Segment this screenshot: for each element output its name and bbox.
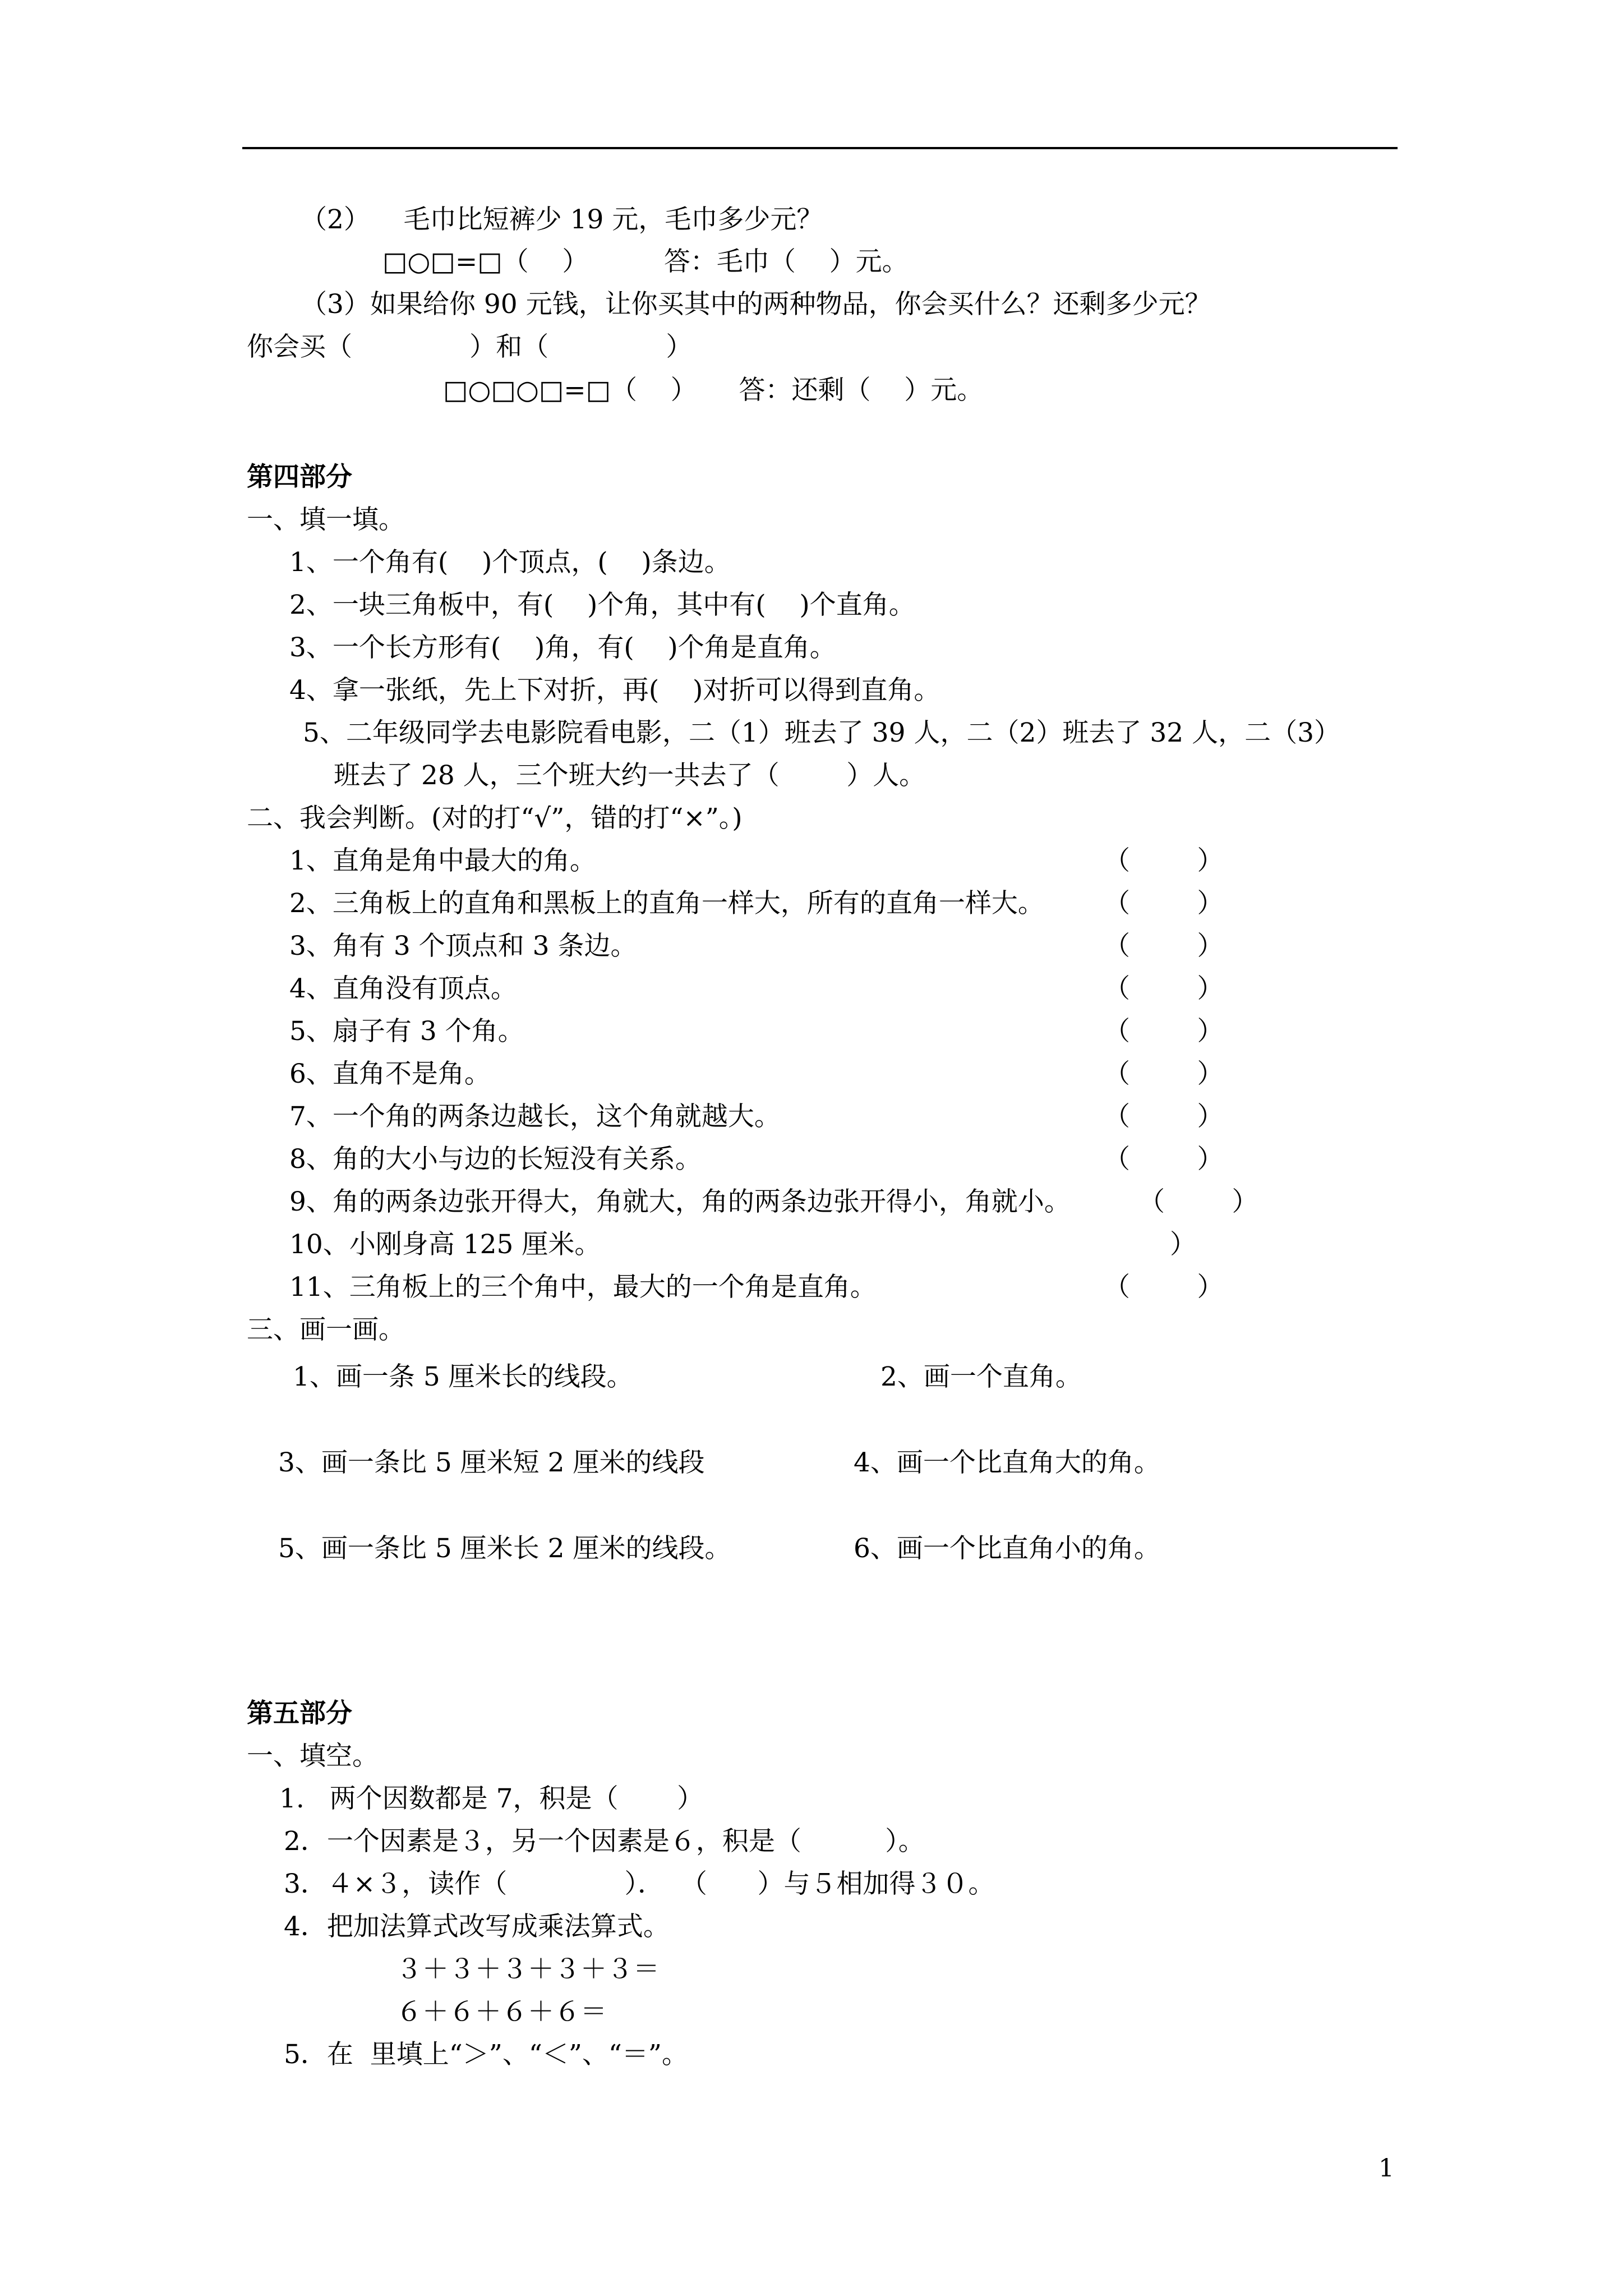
header-rule [242,147,1398,149]
addition-expression: ３＋３＋３＋３＋３＝ [396,1954,660,1985]
draw-item: 1、画一条 5 厘米长的线段。 [293,1361,633,1392]
fill-item: 2、一块三角板中，有( )个角，其中有( )个直角。 [289,590,915,620]
answer-bracket[interactable]: （ ） [1104,845,1224,876]
judge-item: 7、一个角的两条边越长，这个角就越大。 [289,1101,781,1132]
part4-heading: 第四部分 [247,462,352,493]
answer-bracket[interactable]: （ ） [1104,1272,1224,1303]
draw-item: 2、画一个直角。 [880,1361,1082,1392]
fill-blank-item: 3．４×３，读作（ ）． （ ）与５相加得３０。 [284,1869,995,1899]
judge-item: 9、角的两条边张开得大，角就大，角的两条边张开得小，角就小。 [289,1186,1071,1217]
draw-item: 4、画一个比直角大的角。 [854,1447,1160,1478]
draw-item: 5、画一条比 5 厘米长 2 厘米的线段。 [278,1533,731,1564]
answer-bracket[interactable]: （ ） [1104,1059,1224,1089]
answer-bracket[interactable]: （ ） [1104,1101,1224,1132]
draw-item: 3、画一条比 5 厘米短 2 厘米的线段 [278,1447,705,1478]
fill-blank-item: 5．在 里填上“＞”、“＜”、“＝”。 [284,2039,688,2070]
fill-item: 5、二年级同学去电影院看电影，二（1）班去了 39 人，二（2）班去了 32 人，二（3） [303,717,1340,748]
question-3-choice: 你会买（ ）和（ ） [247,332,693,362]
fill-item: 1、一个角有( )个顶点，( )条边。 [289,547,731,578]
judge-item: 8、角的大小与边的长短没有关系。 [289,1144,702,1175]
judge-item: 1、直角是角中最大的角。 [289,845,596,876]
judge-item: 11、三角板上的三个角中，最大的一个角是直角。 [289,1272,877,1303]
fill-blank-item: 2．一个因素是３，另一个因素是６，积是（ ）。 [284,1826,925,1857]
question-2-equation: □○□=□（ ） 答：毛巾（ ）元。 [382,246,909,277]
answer-bracket[interactable]: （ ） [1104,931,1224,961]
page-number: 1 [1378,2154,1394,2183]
judge-item: 2、三角板上的直角和黑板上的直角一样大，所有的直角一样大。 [289,888,1044,919]
part5-heading: 第五部分 [247,1698,352,1729]
question-3-equation: □○□○□=□（ ） 答：还剩（ ）元。 [443,375,984,406]
addition-expression: ６＋６＋６＋６＝ [396,1996,607,2027]
fill-item: 4、拿一张纸，先上下对折，再( )对折可以得到直角。 [289,675,940,706]
part4-judge-title: 二、我会判断。(对的打“√”，错的打“×”。) [247,803,743,834]
answer-bracket-close[interactable]: ） [1170,1229,1196,1260]
judge-item: 6、直角不是角。 [289,1059,491,1089]
draw-item: 6、画一个比直角小的角。 [854,1533,1160,1564]
part5-fill-title: 一、填空。 [247,1741,379,1772]
answer-bracket[interactable]: （ ） [1104,888,1224,919]
question-3: （3）如果给你 90 元钱，让你买其中的两种物品，你会买什么？还剩多少元？ [301,289,1211,320]
judge-item: 10、小刚身高 125 厘米。 [289,1229,601,1260]
answer-bracket[interactable]: （ ） [1104,973,1224,1004]
judge-item: 3、角有 3 个顶点和 3 条边。 [289,931,637,961]
fill-item: 3、一个长方形有( )角，有( )个角是直角。 [289,632,836,663]
answer-bracket[interactable]: （ ） [1104,1016,1224,1047]
part4-fill-title: 一、填一填。 [247,504,405,535]
judge-item: 5、扇子有 3 个角。 [289,1016,524,1047]
fill-blank-item: 1. 两个因数都是 7，积是（ ） [279,1783,704,1814]
judge-item: 4、直角没有顶点。 [289,973,517,1004]
fill-blank-item: 4．把加法算式改写成乘法算式。 [284,1911,670,1942]
answer-bracket[interactable]: （ ） [1138,1186,1258,1217]
fill-item-continued: 班去了 28 人，三个班大约一共去了（ ）人。 [334,760,926,791]
answer-bracket[interactable]: （ ） [1104,1144,1224,1175]
part4-draw-title: 三、画一画。 [247,1314,405,1345]
question-2: （2） 毛巾比短裤少 19 元，毛巾多少元？ [301,204,823,235]
